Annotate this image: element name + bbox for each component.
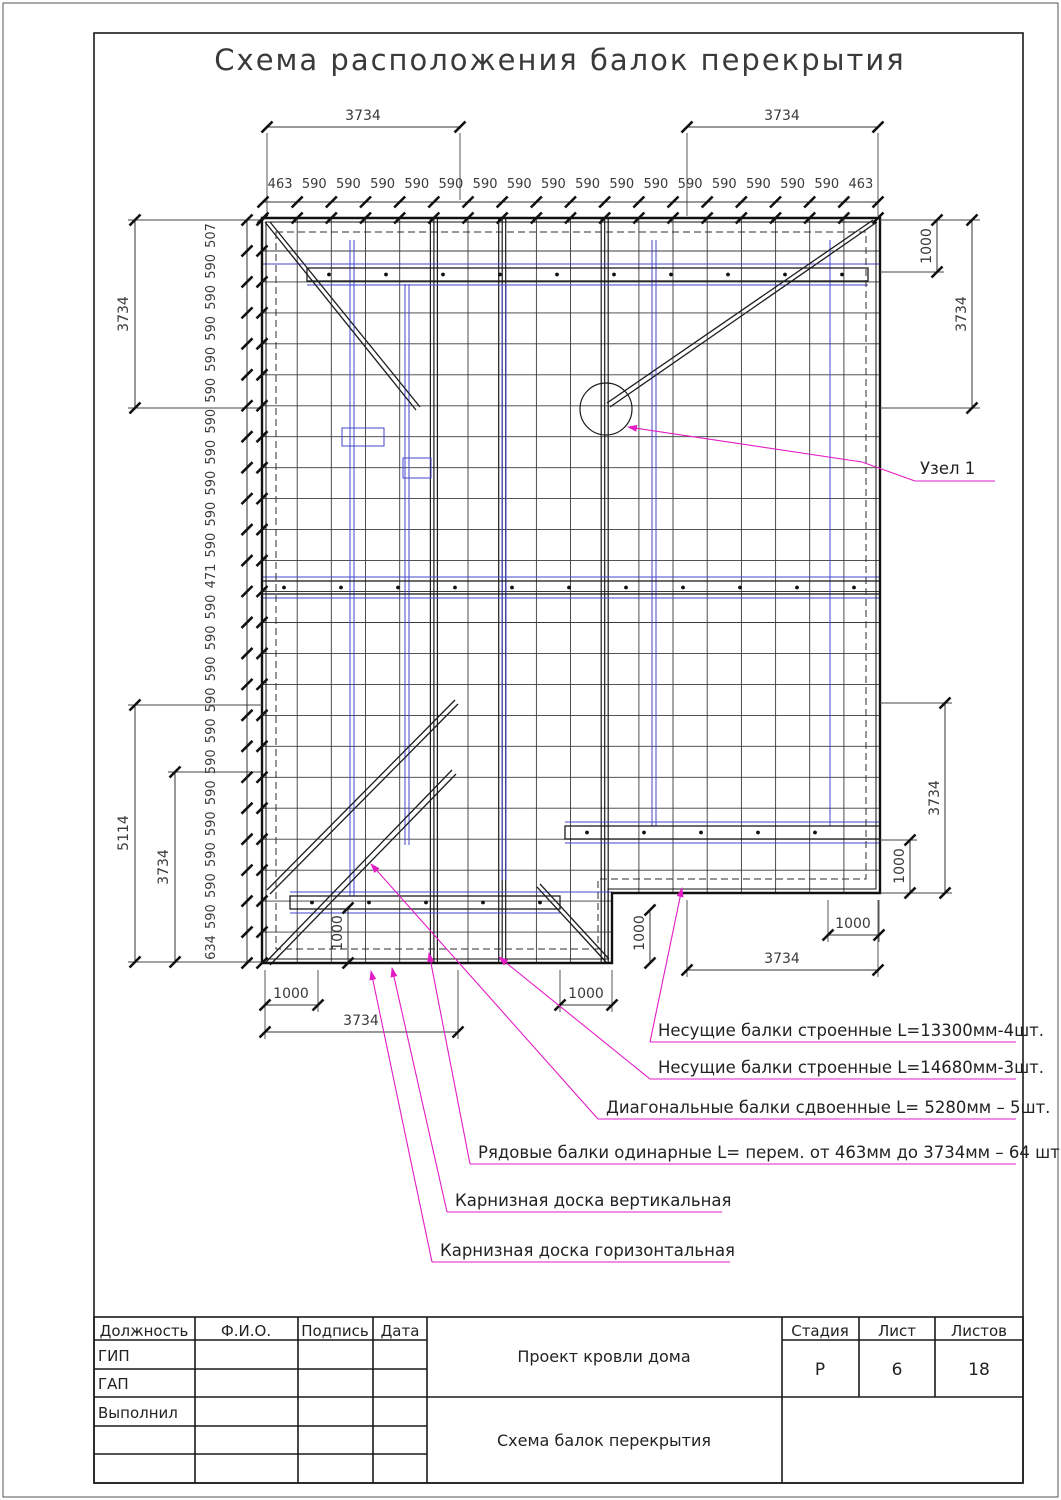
ann-common-joists: Рядовые балки одинарные L= перем. от 463мм до 3734мм – 64 шт (478, 1143, 1060, 1162)
left-chain-dim: 590 (204, 377, 219, 403)
tb-header-position: Должность (99, 1322, 189, 1340)
left-chain-dim: 590 (204, 470, 219, 496)
ann-diagonal-beams: Диагональные балки сдвоенные L= 5280мм – 5шт. (606, 1098, 1051, 1117)
left-chain-dim: 590 (204, 842, 219, 868)
left-chain-dim: 590 (204, 656, 219, 682)
inner-frame (94, 33, 1023, 1483)
fastener-dot (282, 586, 286, 590)
fastener-dot (726, 273, 730, 277)
fastener-dot (424, 901, 428, 905)
ann-eaves-horizontal: Карнизная доска горизонтальная (440, 1241, 735, 1260)
top-chain-dim: 590 (677, 177, 703, 192)
dim-bottom-1000-left: 1000 (273, 986, 309, 1002)
fastener-dot (367, 901, 371, 905)
fastener-dot (453, 586, 457, 590)
dim-inner-1000-mid: 1000 (632, 915, 648, 951)
left-chain-dim: 590 (204, 749, 219, 775)
tb-project-name: Проект кровли дома (517, 1347, 691, 1366)
node-1-label: Узел 1 (920, 459, 976, 478)
tb-header-date: Дата (380, 1322, 420, 1340)
dim-right-1000-bottom: 1000 (892, 848, 908, 884)
left-chain-dim: 634 (204, 935, 219, 960)
top-chain-dim: 590 (301, 177, 327, 192)
dim-top-left: 3734 (345, 108, 381, 124)
horizontal-joists (262, 251, 880, 932)
tb-sheets-label: Листов (950, 1322, 1008, 1340)
top-chain-dim: 463 (848, 177, 874, 192)
vertical-joists (297, 218, 844, 963)
top-chain-dim: 590 (643, 177, 669, 192)
fastener-dot (327, 273, 331, 277)
top-chain-dim: 590 (745, 177, 771, 192)
main-beam-bands (262, 268, 880, 909)
fastener-dot (396, 586, 400, 590)
top-chain-dim: 590 (404, 177, 430, 192)
fastener-dot (669, 273, 673, 277)
fastener-dot (498, 273, 502, 277)
left-chain-dim: 590 (204, 315, 219, 341)
left-dimension-chain (204, 215, 268, 969)
top-chain-dim: 590 (540, 177, 566, 192)
fastener-dot (567, 586, 571, 590)
fastener-dot (840, 273, 844, 277)
fastener-dot (783, 273, 787, 277)
top-chain-dim: 590 (780, 177, 806, 192)
fastener-dot (813, 831, 817, 835)
top-dimension-chain (258, 177, 884, 224)
tb-row-gip: ГИП (98, 1347, 130, 1365)
left-chain-dim: 590 (204, 594, 219, 620)
plan-outline-inner (266, 222, 876, 959)
fastener-dot (481, 901, 485, 905)
fastener-dot (384, 273, 388, 277)
fastener-dot (310, 901, 314, 905)
dim-right-3734-top: 3734 (954, 296, 970, 332)
tb-row-gap: ГАП (98, 1375, 129, 1393)
fastener-dot (612, 273, 616, 277)
dim-right-1000-top: 1000 (919, 228, 935, 264)
top-chain-dim: 463 (267, 177, 293, 192)
left-chain-dim: 590 (204, 501, 219, 527)
left-chain-dim: 590 (204, 625, 219, 651)
left-chain-dim: 590 (204, 718, 219, 744)
dim-left-upper: 3734 (116, 296, 132, 332)
dim-bottom-3734-left: 3734 (343, 1013, 379, 1029)
fastener-dot (738, 586, 742, 590)
fastener-dot (756, 831, 760, 835)
top-chain-dim: 590 (575, 177, 601, 192)
fastener-dot (795, 586, 799, 590)
tb-header-name: Ф.И.О. (220, 1322, 272, 1340)
left-chain-dim: 590 (204, 439, 219, 465)
left-chain-dim: 590 (204, 253, 219, 279)
tb-row-executor: Выполнил (98, 1404, 178, 1422)
annotation-labels (440, 459, 1060, 1260)
top-chain-dim: 590 (335, 177, 361, 192)
fastener-dot (510, 586, 514, 590)
fastener-dot (624, 586, 628, 590)
plan-outline (262, 218, 880, 963)
dim-bottom-1000-right: 1000 (835, 916, 871, 932)
left-chain-dim: 590 (204, 346, 219, 372)
left-chain-dim: 590 (204, 687, 219, 713)
fastener-dot (642, 831, 646, 835)
top-chain-dim: 590 (370, 177, 396, 192)
node-1-circle (580, 383, 632, 435)
dim-right-3734-bottom: 3734 (927, 780, 943, 816)
fastener-dot (538, 901, 542, 905)
dim-top-right: 3734 (764, 108, 800, 124)
tb-sheet-value: 6 (891, 1360, 903, 1380)
dim-inner-1000-left: 1000 (330, 915, 346, 951)
tb-sheets-value: 18 (968, 1360, 990, 1380)
top-chain-dim: 590 (472, 177, 498, 192)
dimension-ticks (130, 122, 978, 1038)
left-chain-dim: 590 (204, 904, 219, 930)
top-chain-dim: 590 (814, 177, 840, 192)
blue-wall-lines (262, 240, 880, 913)
ann-bearing-14680: Несущие балки строенные L=14680мм-3шт. (658, 1058, 1045, 1077)
top-chain-dim: 590 (438, 177, 464, 192)
dim-left-lower: 5114 (116, 815, 132, 851)
ann-eaves-vertical: Карнизная доска вертикальная (455, 1191, 732, 1210)
tb-header-signature: Подпись (301, 1322, 369, 1340)
fastener-dot (441, 273, 445, 277)
fastener-dot (852, 586, 856, 590)
title-block (94, 1317, 1023, 1483)
top-chain-dim: 590 (609, 177, 635, 192)
tb-stage-label: Стадия (791, 1322, 849, 1340)
left-chain-dim: 471 (204, 563, 219, 589)
top-chain-dim: 590 (506, 177, 532, 192)
left-chain-dim: 590 (204, 780, 219, 806)
left-chain-dim: 590 (204, 873, 219, 899)
dim-bottom-1000-mid: 1000 (568, 986, 604, 1002)
tb-stage-value: Р (814, 1360, 826, 1380)
fastener-dot (585, 831, 589, 835)
fastener-dot (699, 831, 703, 835)
dim-left-lower-inner: 3734 (156, 849, 172, 885)
fastener-dot (681, 586, 685, 590)
floor-plan (262, 218, 880, 965)
tb-drawing-name: Схема балок перекрытия (497, 1431, 711, 1450)
diagonal-beams (265, 220, 877, 965)
left-chain-dim: 507 (204, 223, 219, 248)
tb-sheet-label: Лист (877, 1322, 917, 1340)
left-chain-dim: 590 (204, 284, 219, 310)
ann-bearing-13300: Несущие балки строенные L=13300мм-4шт. (658, 1021, 1045, 1040)
outer-border (3, 3, 1058, 1497)
left-chain-dim: 590 (204, 532, 219, 558)
page-title: Схема расположения балок перекрытия (214, 43, 906, 77)
left-chain-dim: 590 (204, 811, 219, 837)
dim-bottom-3734-right: 3734 (764, 951, 800, 967)
fastener-dots (282, 273, 856, 905)
fastener-dot (339, 586, 343, 590)
left-chain-dim: 590 (204, 408, 219, 434)
fastener-dot (555, 273, 559, 277)
top-chain-dim: 590 (711, 177, 737, 192)
